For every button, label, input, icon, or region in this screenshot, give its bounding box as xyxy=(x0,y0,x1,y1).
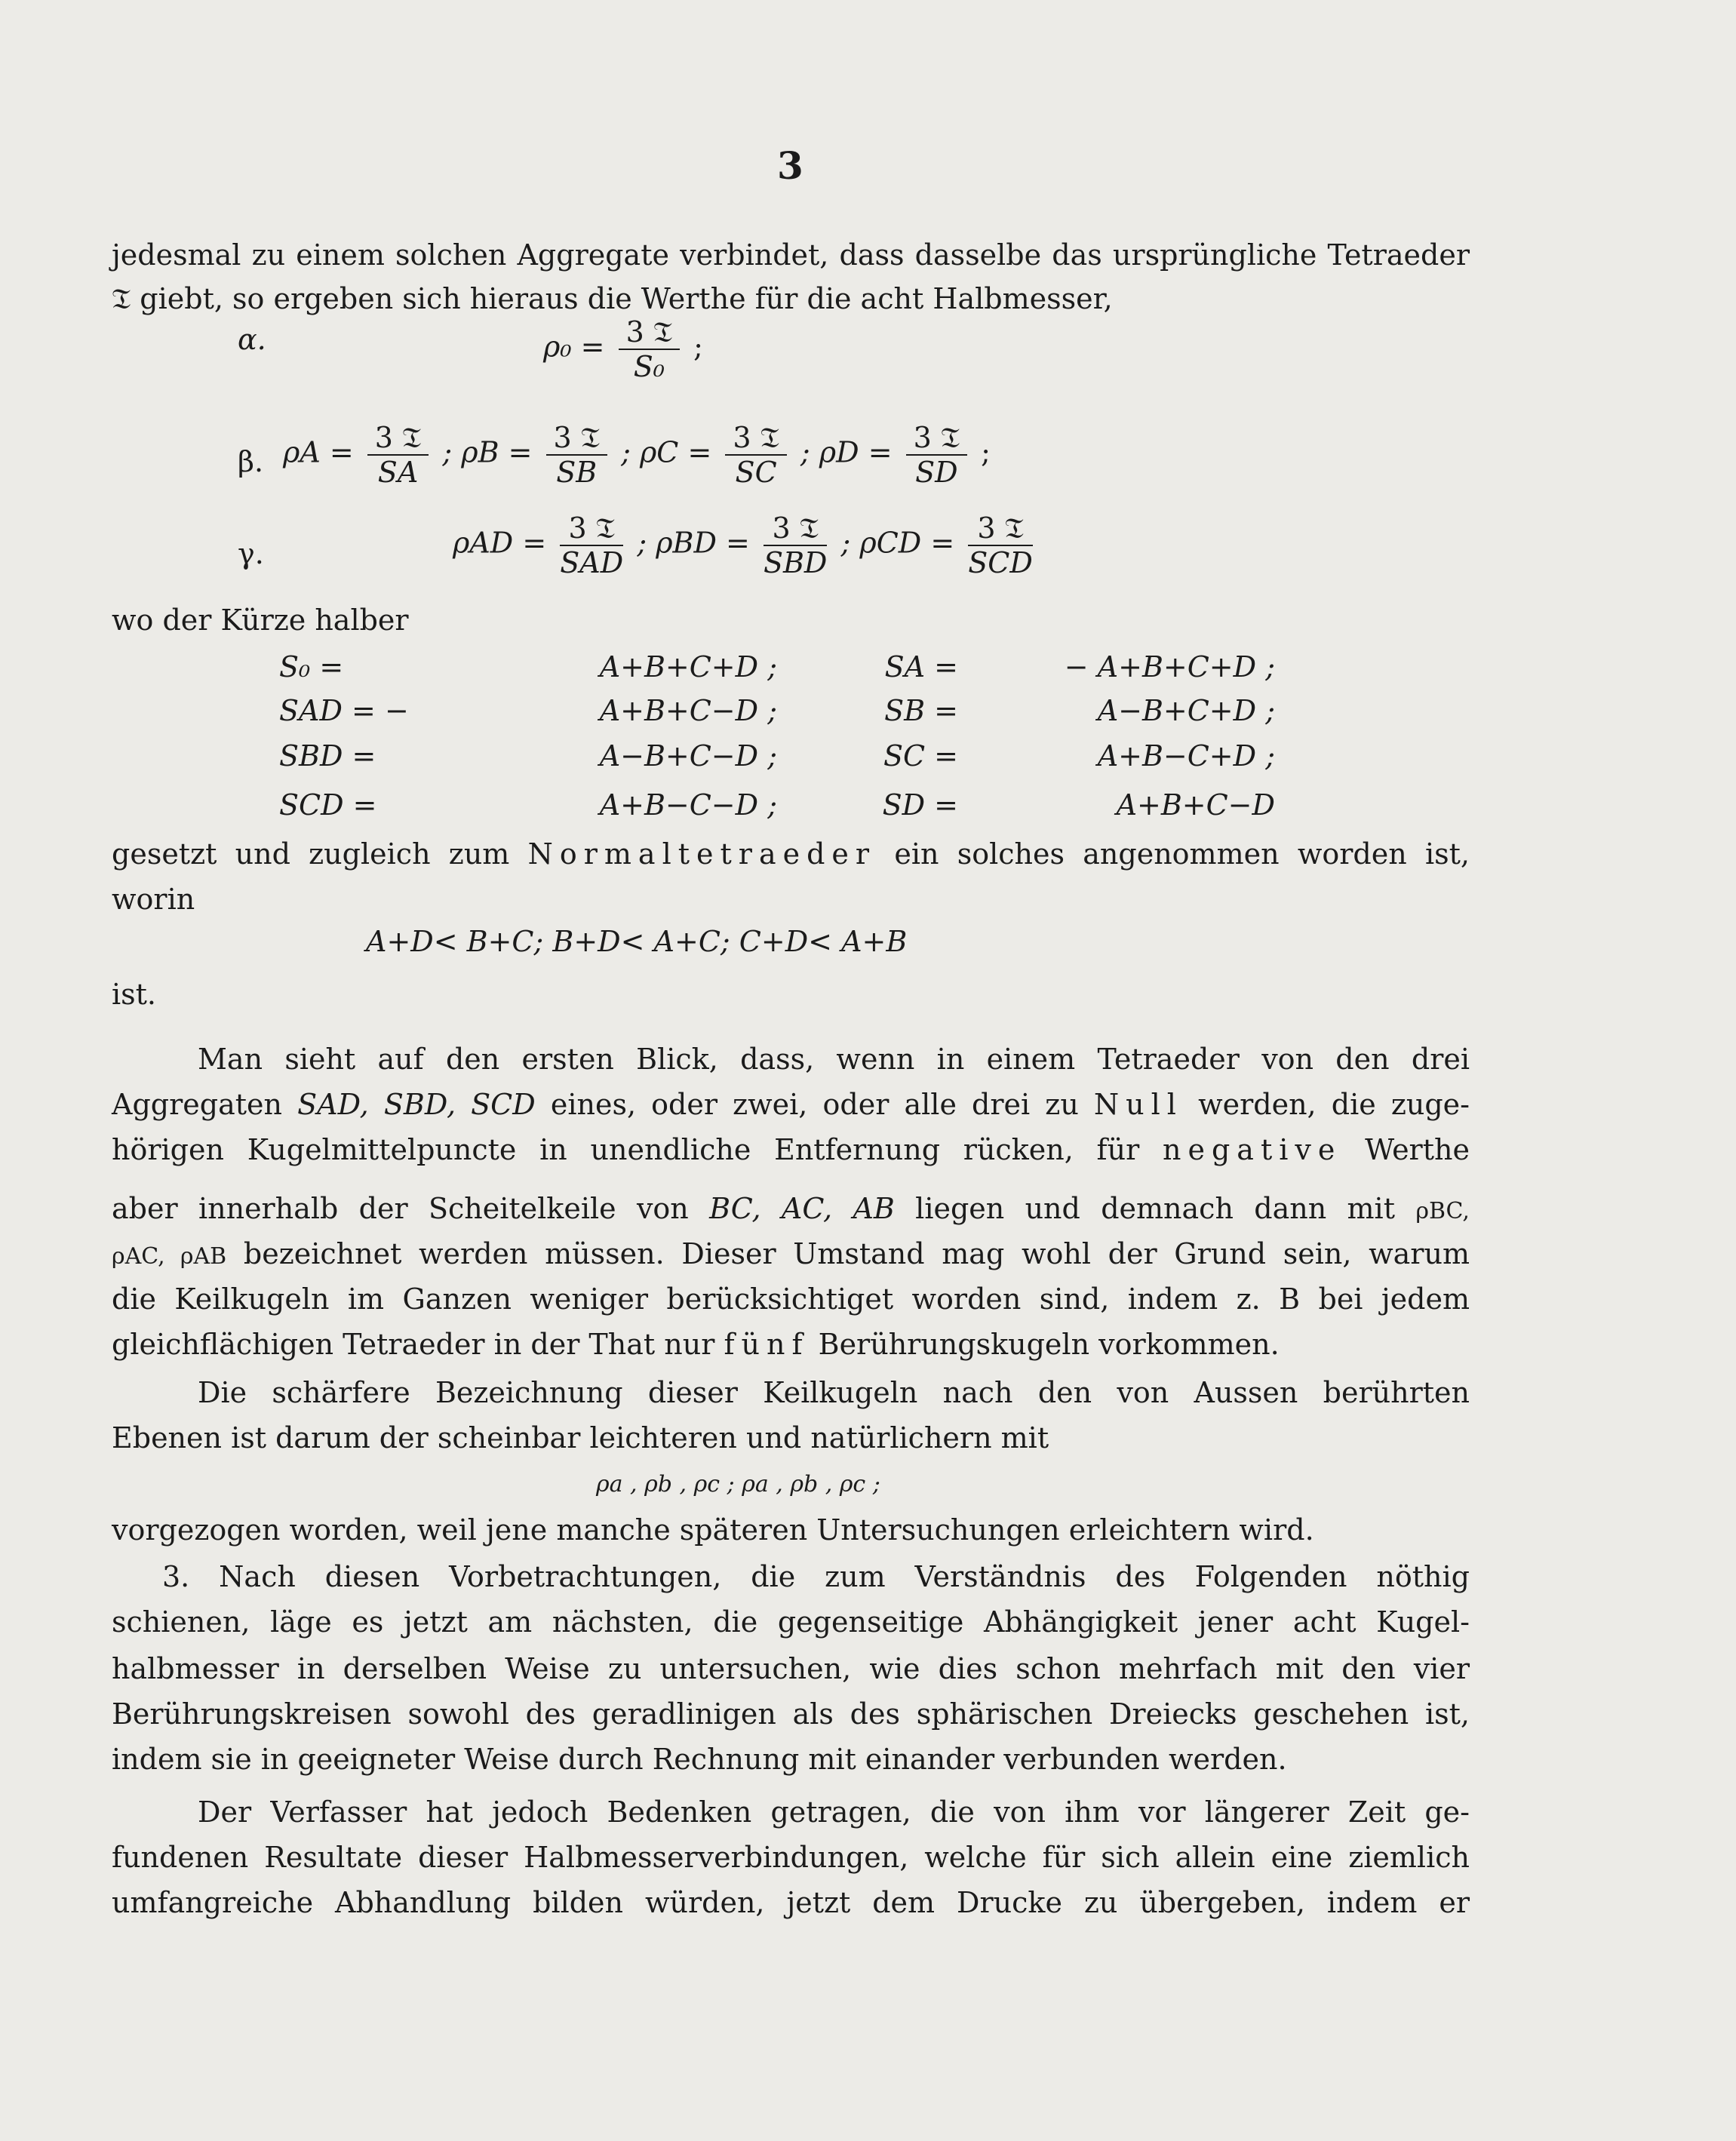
def-cell: A−B+C+D ; xyxy=(1097,694,1275,727)
para-line-8: Die schärfere Bezeichnung dieser Keilkugeln nach den von Aussen berührten xyxy=(198,1376,1470,1409)
equation-gamma xyxy=(453,511,1037,579)
rhoBD-label: ; ρBD = xyxy=(637,526,750,560)
numerator: 3 𝔗 xyxy=(560,511,623,546)
para-line-10: vorgezogen worden, weil jene manche späteren Untersuchungen erleichtern wird. xyxy=(112,1513,1314,1547)
rhoA-label: ρA = xyxy=(283,435,354,469)
def-cell: SBD = xyxy=(279,739,376,773)
para-line-14: Berührungskreisen sowohl des geradlinigen als des sphärischen Dreiecks geschehen ist, xyxy=(112,1697,1470,1731)
spaced-term: Null xyxy=(1093,1088,1183,1121)
spaced-term: negative xyxy=(1163,1133,1342,1166)
spaced-term: Normaltetraeder xyxy=(527,837,877,871)
def-cell: A+B−C+D ; xyxy=(1097,739,1275,773)
text-fragment: Berührungskugeln vorkommen. xyxy=(818,1328,1280,1361)
numerator: 3 𝔗 xyxy=(546,421,607,456)
text-line-2: 𝔗 giebt, so ergeben sich hieraus die Werthe für die acht Halbmesser, xyxy=(112,282,1113,315)
def-cell: SA = xyxy=(884,650,958,683)
def-cell: A−B+C−D ; xyxy=(599,739,777,773)
def-cell: A+B+C−D ; xyxy=(599,694,777,727)
para-line-2 xyxy=(112,1085,1470,1124)
rho0-label: ρ₀ = xyxy=(543,330,605,364)
denominator: SCD xyxy=(968,546,1033,579)
denominator: SA xyxy=(377,456,419,489)
equation-alpha xyxy=(238,323,266,356)
text-gesetzt xyxy=(112,834,1470,874)
fraction-rhoD xyxy=(906,421,967,489)
def-cell: SAD = − xyxy=(279,694,409,727)
rhoAD-label: ρAD = xyxy=(453,526,547,560)
text-fragment: Werthe xyxy=(1365,1133,1470,1166)
para-line-5 xyxy=(112,1234,1470,1276)
denominator: SBD xyxy=(763,546,828,579)
numerator: 3 𝔗 xyxy=(367,421,429,456)
denominator: S₀ xyxy=(633,350,665,383)
label-gamma: γ. xyxy=(238,537,264,570)
para-line-13: halbmesser in derselben Weise zu untersuchen, wie dies schon mehrfach mit den vier xyxy=(112,1652,1470,1685)
para-line-12: schienen, läge es jetzt am nächsten, die gegenseitige Abhängigkeit jener acht Kugel- xyxy=(112,1605,1470,1639)
para-line-11: 3. Nach diesen Vorbetrachtungen, die zum Verständnis des Folgenden nöthig xyxy=(162,1560,1470,1593)
rhoD-label: ; ρD = xyxy=(800,435,893,469)
numerator: 3 𝔗 xyxy=(725,421,786,456)
para-line-7 xyxy=(112,1325,1470,1364)
text-fragment: ein solches angenommen worden ist, xyxy=(894,837,1470,871)
spaced-term: fünf xyxy=(724,1328,810,1361)
math-fragment: BC, AC, AB xyxy=(709,1192,895,1225)
fraction-rho0 xyxy=(619,315,680,383)
def-cell: S₀ = xyxy=(279,650,344,683)
para-line-16: Der Verfasser hat jedoch Bedenken getragen, die von ihm vor längerer Zeit ge- xyxy=(198,1795,1470,1829)
para-line-18: umfangreiche Abhandlung bilden würden, jetzt dem Drucke zu übergeben, indem er xyxy=(112,1886,1470,1919)
denominator: SB xyxy=(556,456,598,489)
rhoB-label: ; ρB = xyxy=(442,435,533,469)
text-fragment: eines, oder zwei, oder alle drei zu xyxy=(550,1088,1079,1121)
denominator: SC xyxy=(735,456,777,489)
para-line-6: die Keilkugeln im Ganzen weniger berücksichtiget worden sind, indem z. B bei jedem xyxy=(112,1282,1470,1316)
denominator: SD xyxy=(915,456,958,489)
text-wo: wo der Kürze halber xyxy=(112,604,409,637)
rhoC-label: ; ρC = xyxy=(621,435,712,469)
text-worin: worin xyxy=(112,883,195,916)
rhoCD-label: ; ρCD = xyxy=(840,526,955,560)
para-line-3 xyxy=(112,1130,1470,1169)
label-beta: β. xyxy=(238,445,264,478)
numerator: 3 𝔗 xyxy=(968,511,1033,546)
text-ist: ist. xyxy=(112,978,157,1011)
fraction-rhoCD xyxy=(968,511,1033,579)
def-cell: SB = xyxy=(884,694,958,727)
text-fragment: gleichflächigen Tetraeder in der That nur xyxy=(112,1328,715,1361)
equation-beta: ρA = $\frac{\text{3 𝔗}}{SA}$ ; ρB = $\frac{\text{3 𝔗}}{SB}$ ; ρC = $\frac{\text{3 𝔗}}{SC}$ ; ρD = $\frac{\text{3 𝔗}}{SD}$ ; xyxy=(283,421,991,489)
fraction-rhoA xyxy=(367,421,429,489)
numerator: 3 𝔗 xyxy=(906,421,967,456)
text-fragment: gesetzt und zugleich zum xyxy=(112,837,510,871)
math-fragment: ρAC, ρAB xyxy=(112,1243,227,1270)
text-fragment: werden, die zuge- xyxy=(1198,1088,1470,1121)
def-cell: A+B+C−D xyxy=(1116,788,1275,822)
def-row-4 xyxy=(279,788,1275,822)
text-fragment: bezeichnet werden müssen. Dieser Umstand mag wohl der Grund sein, warum xyxy=(243,1237,1470,1270)
text-fragment: hörigen Kugelmittelpuncte in unendliche Entfernung rücken, für xyxy=(112,1133,1140,1166)
def-cell: SD = xyxy=(882,788,958,822)
equation-rho0: ρ₀ = $\frac{\text{3 𝔗}}{\text{S₀}}$ ; xyxy=(543,315,703,383)
math-fragment: SAD, SBD, SCD xyxy=(297,1088,536,1121)
def-row-1 xyxy=(279,650,1275,683)
para-line-1: Man sieht auf den ersten Blick, dass, wenn in einem Tetraeder von den drei xyxy=(198,1043,1470,1076)
fraction-rhoAD xyxy=(560,511,623,579)
def-cell: A+B−C−D ; xyxy=(599,788,777,822)
fraction-rhoB xyxy=(546,421,607,489)
fraction-rhoBD xyxy=(764,511,827,579)
text-fragment: aber innerhalb der Scheitelkeile von xyxy=(112,1192,689,1225)
def-row-3 xyxy=(279,739,1275,773)
para-line-4 xyxy=(112,1189,1470,1231)
numerator: 3 𝔗 xyxy=(764,511,827,546)
text-fragment: Aggregaten xyxy=(112,1088,282,1121)
label-alpha: α. xyxy=(238,323,266,356)
para-line-17: fundenen Resultate dieser Halbmesserverbindungen, welche für sich allein eine ziemlich xyxy=(112,1841,1470,1874)
page-number: 3 xyxy=(777,143,803,188)
text-fragment: liegen und demnach dann mit xyxy=(915,1192,1395,1225)
text-line-1: jedesmal zu einem solchen Aggregate verbindet, dass dasselbe das ursprüngliche Tetraeder xyxy=(112,238,1470,272)
keil-notation: ρa , ρb , ρc ; ρa , ρb , ρc ; xyxy=(596,1471,880,1497)
para-line-9: Ebenen ist darum der scheinbar leichteren und natürlichern mit xyxy=(112,1421,1049,1454)
def-cell: SC = xyxy=(883,739,958,773)
fraction-rhoC xyxy=(725,421,786,489)
def-row-2 xyxy=(279,694,1275,727)
inequality: A+D< B+C; B+D< A+C; C+D< A+B xyxy=(366,925,908,958)
numerator: 3 𝔗 xyxy=(619,315,680,350)
def-cell: A+B+C+D ; xyxy=(599,650,777,683)
para-line-15: indem sie in geeigneter Weise durch Rechnung mit einander verbunden werden. xyxy=(112,1743,1287,1776)
math-fragment: ρBC, xyxy=(1415,1198,1470,1224)
def-cell: SCD = xyxy=(279,788,377,822)
def-cell: − A+B+C+D ; xyxy=(1064,650,1275,683)
denominator: SAD xyxy=(560,546,624,579)
